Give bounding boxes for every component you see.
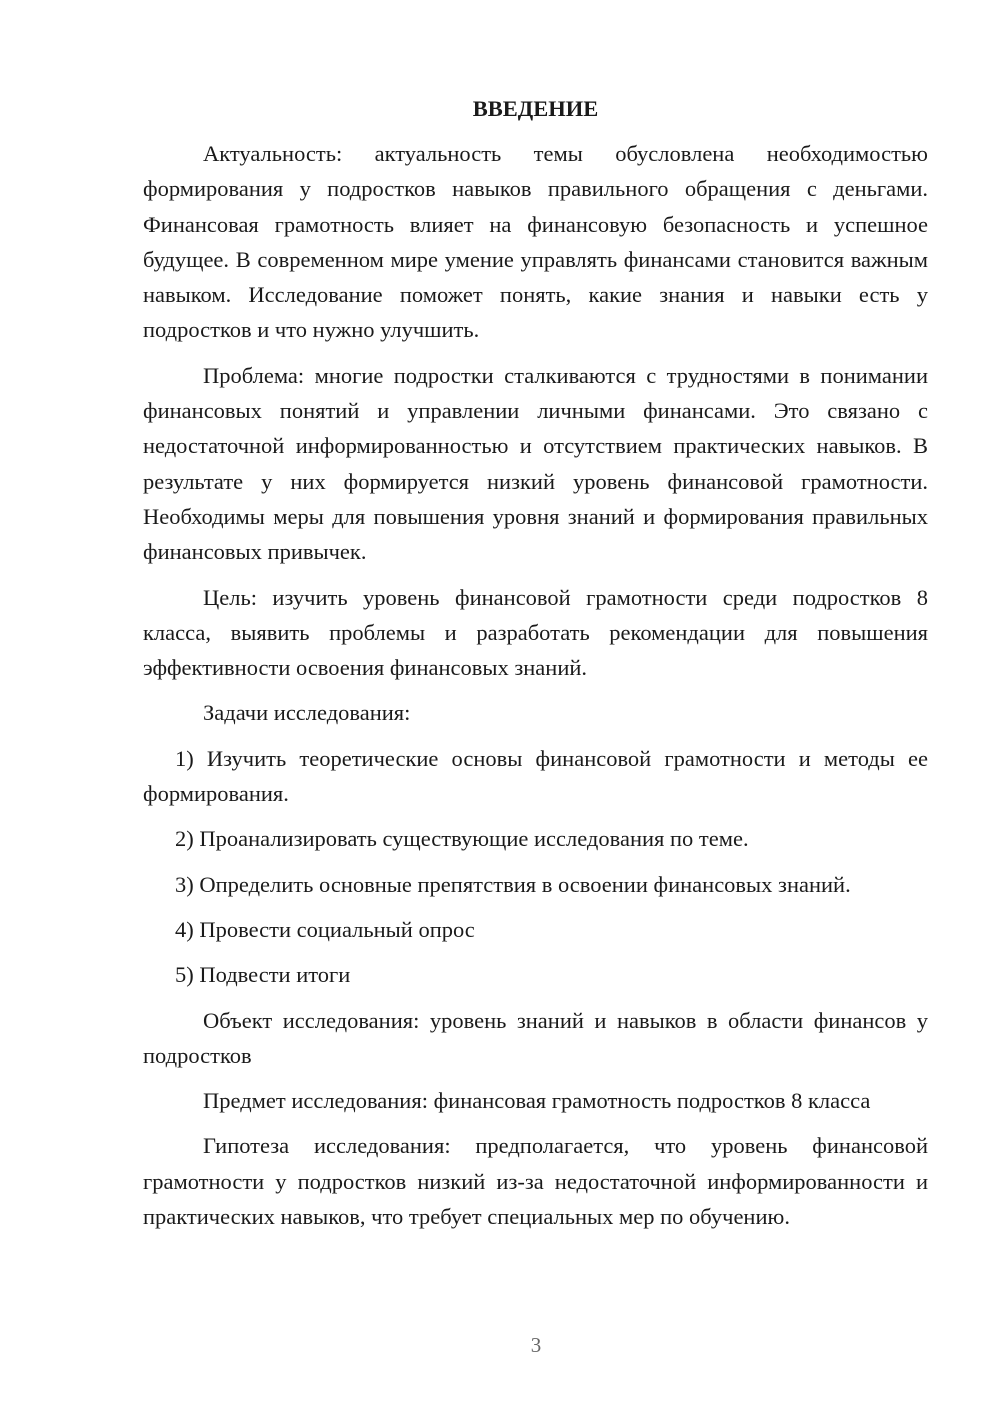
task-item: 4) Провести социальный опрос xyxy=(175,916,475,942)
relevance-paragraph: Актуальность: актуальность темы обусловлена необходимостью формирования у подростков навыков правильного обращения с деньгами. Финансовая грамотность влияет на финансовую безопасность и успешное будущее. В современном мире умение управлять финансами становится важным навыком. Исследование поможет понять, какие знания и навыки есть у подростков и что нужно улучшить. xyxy=(143,141,928,343)
subject-paragraph: Предмет исследования: финансовая грамотность подростков 8 класса xyxy=(203,1088,871,1114)
task-item: 1) Изучить теоретические основы финансовой грамотности и методы ее формирования. xyxy=(143,745,928,807)
tasks-heading: Задачи исследования: xyxy=(203,700,411,726)
hypothesis-paragraph: Гипотеза исследования: предполагается, что уровень финансовой грамотности у подростков низкий из-за недостаточной информированности и практических навыков, что требует специальных мер по обучению. xyxy=(143,1133,928,1230)
task-item: 2) Проанализировать существующие исследования по теме. xyxy=(175,826,749,852)
object-paragraph: Объект исследования: уровень знаний и навыков в области финансов у подростков xyxy=(143,1007,928,1068)
goal-paragraph: Цель: изучить уровень финансовой грамотности среди подростков 8 класса, выявить проблемы и разработать рекомендации для повышения эффективности освоения финансовых знаний. xyxy=(143,584,928,681)
task-item: 3) Определить основные препятствия в освоении финансовых знаний. xyxy=(175,871,851,897)
document-body xyxy=(143,90,928,1244)
page-number: 3 xyxy=(530,1333,542,1357)
section-heading: ВВЕДЕНИЕ xyxy=(472,96,599,121)
task-item: 5) Подвести итоги xyxy=(175,962,351,988)
problem-paragraph: Проблема: многие подростки сталкиваются с трудностями в понимании финансовых понятий и управлении личными финансами. Это связано с недостаточной информированностью и отсутствием практических навыков. В результате у них формируется низкий уровень финансовой грамотности. Необходимы меры для повышения уровня знаний и формирования правильных финансовых привычек. xyxy=(143,362,928,565)
